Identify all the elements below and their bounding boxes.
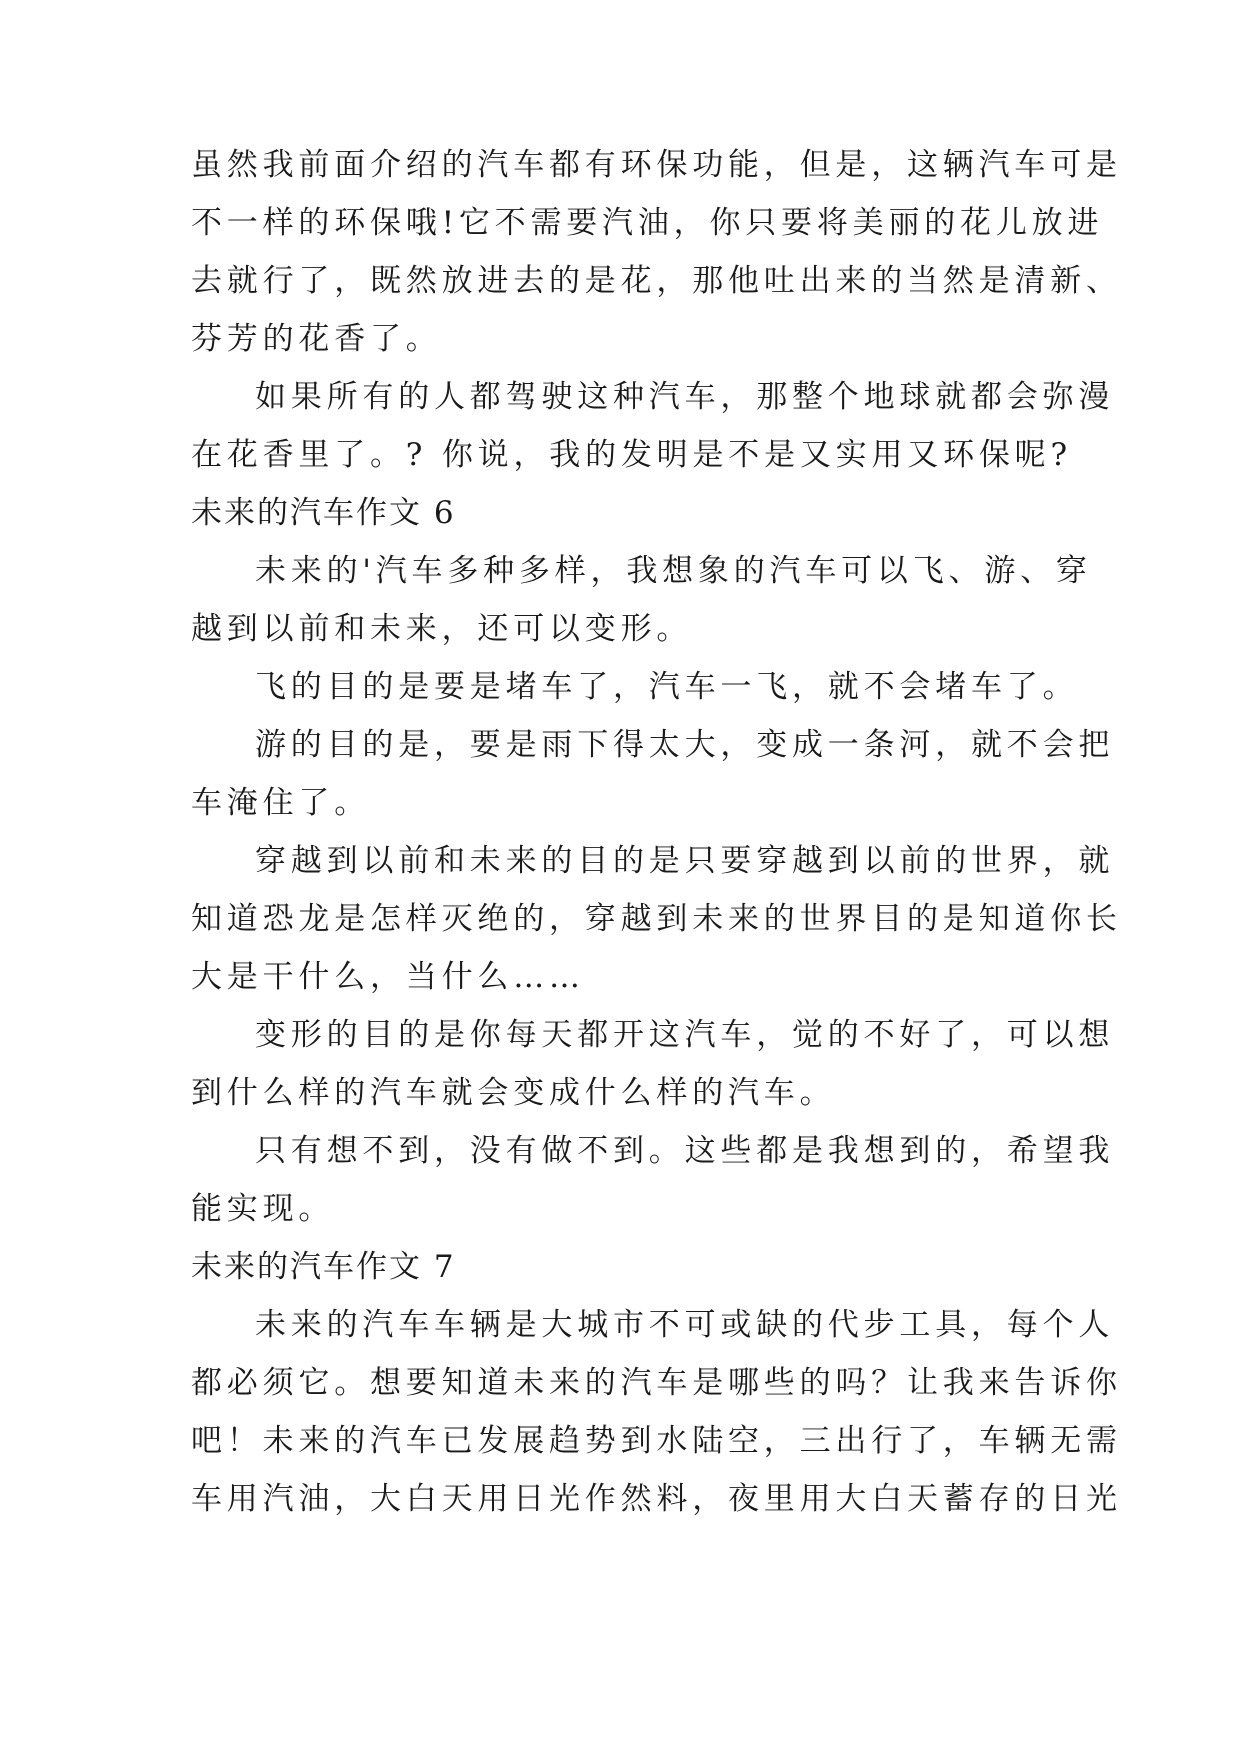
- paragraph-line: 能实现。: [191, 1191, 335, 1227]
- paragraph-line: 吧！未来的汽车已发展趋势到水陆空，三出行了，车辆无需: [191, 1423, 1122, 1459]
- paragraph-line: 未来的'汽车多种多样，我想象的汽车可以飞、游、穿: [255, 553, 1092, 589]
- paragraph-line: 在花香里了。? 你说，我的发明是不是又实用又环保呢?: [191, 437, 1072, 473]
- paragraph-line: 知道恐龙是怎样灭绝的，穿越到未来的世界目的是知道你长: [191, 901, 1122, 937]
- paragraph-line: 如果所有的人都驾驶这种汽车，那整个地球就都会弥漫: [255, 379, 1115, 415]
- paragraph-line: 只有想不到，没有做不到。这些都是我想到的，希望我: [255, 1133, 1115, 1169]
- paragraph-line: 穿越到以前和未来的目的是只要穿越到以前的世界，就: [255, 843, 1115, 879]
- paragraph-line: 车淹住了。: [191, 785, 370, 821]
- paragraph-line: 游的目的是，要是雨下得太大，变成一条河，就不会把: [255, 727, 1115, 763]
- paragraph-line: 到什么样的汽车就会变成什么样的汽车。: [191, 1075, 836, 1111]
- section-heading: 未来的汽车作文 6: [191, 495, 456, 531]
- paragraph-line: 都必须它。想要知道未来的汽车是哪些的吗？让我来告诉你: [191, 1365, 1122, 1401]
- paragraph-line: 不一样的环保哦!它不需要汽油，你只要将美丽的花儿放进: [191, 205, 1104, 241]
- paragraph-line: 变形的目的是你每天都开这汽车，觉的不好了，可以想: [255, 1017, 1115, 1053]
- paragraph-line: 越到以前和未来，还可以变形。: [191, 611, 693, 647]
- paragraph-line: 车用汽油，大白天用日光作然料，夜里用大白天蓄存的日光: [191, 1481, 1122, 1517]
- paragraph-line: 飞的目的是要是堵车了，汽车一飞，就不会堵车了。: [255, 669, 1079, 705]
- paragraph-line: 未来的汽车车辆是大城市不可或缺的代步工具，每个人: [255, 1307, 1115, 1343]
- paragraph-line: 大是干什么，当什么……: [191, 959, 585, 995]
- paragraph-line: 芬芳的花香了。: [191, 321, 442, 357]
- paragraph-line: 虽然我前面介绍的汽车都有环保功能，但是，这辆汽车可是: [191, 147, 1122, 183]
- paragraph-line: 去就行了，既然放进去的是花，那他吐出来的当然是清新、: [191, 263, 1122, 299]
- section-heading: 未来的汽车作文 7: [191, 1249, 456, 1285]
